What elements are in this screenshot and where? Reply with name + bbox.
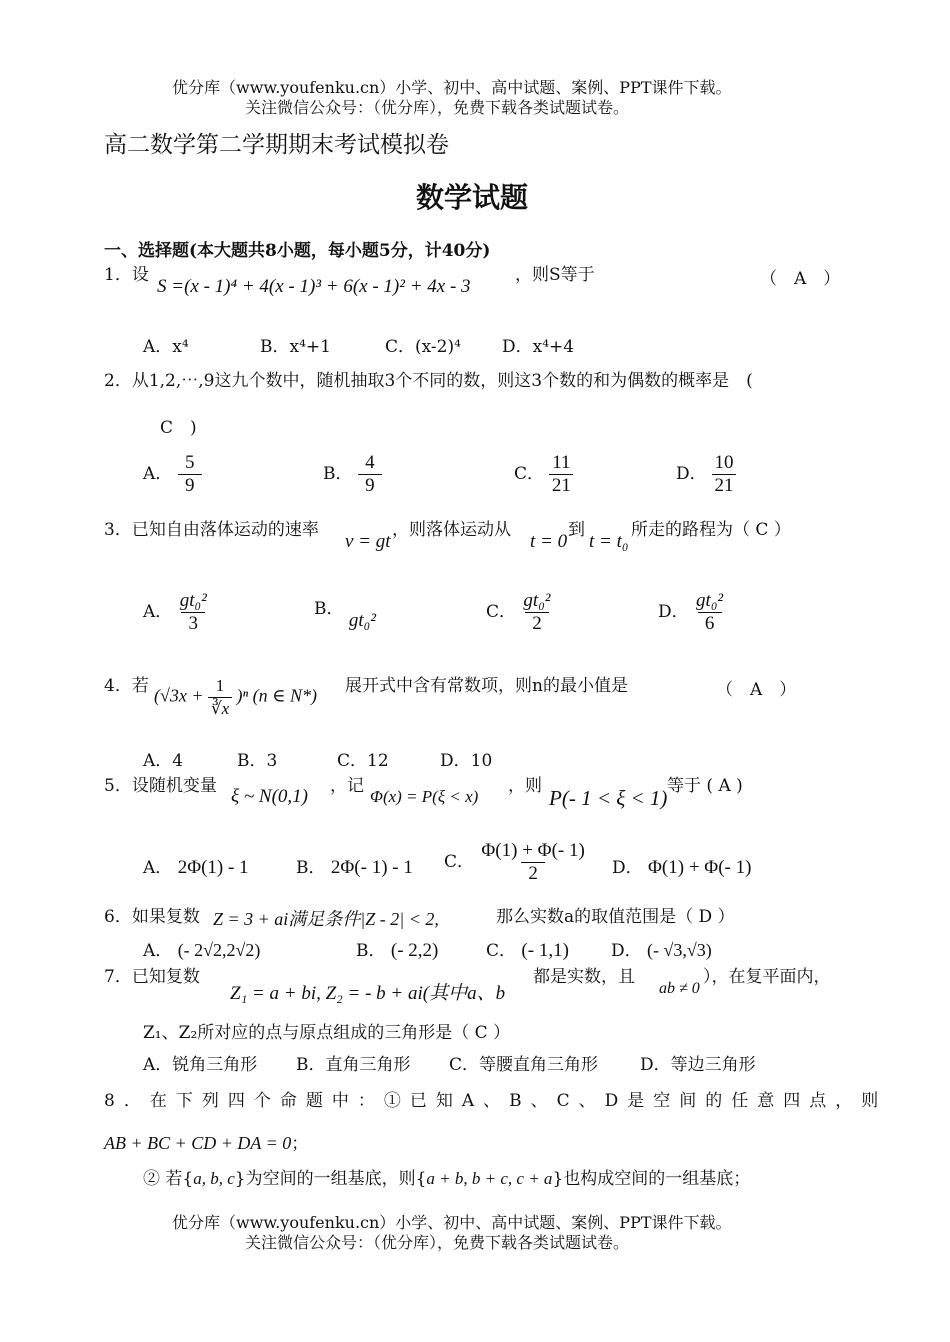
q6-option-b-label: B． [356, 941, 386, 961]
q3-option-b-label: B． [314, 599, 344, 619]
q6-option-b-expr: (- 2,2) [390, 940, 439, 961]
q6-text: 那么实数a的取值范围是（ D ） [496, 907, 735, 927]
q2-option-c-label: C． [514, 464, 545, 484]
q6-option-d-label: D． [611, 941, 642, 961]
q8-line3-a: ② 若{ [143, 1169, 194, 1189]
q7-formula-2: ab ≠ 0 [659, 980, 700, 997]
subject-title: 数学试题 [416, 181, 529, 214]
q3-option-c-den: 2 [525, 612, 549, 635]
q4-text: 展开式中含有常数项，则n的最小值是 [345, 676, 628, 696]
q2-option-d-label: D． [676, 464, 707, 484]
q1-formula: S =(x - 1)⁴ + 4(x - 1)³ + 6(x - 1)² + 4x - 3 [157, 276, 471, 297]
q5-option-b [296, 853, 413, 879]
q5-option-b-label: B． [296, 858, 326, 878]
q8-vector-equation [104, 1133, 308, 1155]
q6-option-a-label: A． [143, 941, 173, 961]
q5-option-c-label: C． [444, 852, 475, 872]
q1-option-d: D．x⁴+4 [502, 337, 575, 357]
q6-option-c-label: C． [486, 941, 517, 961]
q5-option-a-expr: 2Φ(1) - 1 [177, 857, 249, 878]
q5-option-d [612, 853, 751, 879]
q5-option-a-label: A． [143, 858, 173, 878]
q2-option-a-den: 9 [178, 474, 202, 497]
q2-option-c [514, 452, 573, 497]
q6-option-a-expr: (- 2√2,2√2) [177, 940, 261, 960]
q8-semicolon: ； [291, 1134, 309, 1153]
q7-option-a: A．锐角三角形 [143, 1055, 258, 1075]
q3-text-1: ，则落体运动从 [392, 520, 511, 540]
q2-option-a [143, 452, 202, 497]
q1-text: ，则S等于 [515, 265, 595, 285]
q2-option-d-num: 10 [714, 452, 734, 473]
q4-formula-den: ∛x [208, 697, 232, 720]
q3-text-3: 所走的路程为（ C ） [631, 520, 791, 540]
q5-option-c-num: Φ(1) + Φ(- 1) [481, 840, 585, 861]
q4-formula-a: (√3x + [154, 685, 209, 706]
q5-formula-2: Φ(x) = P(ξ < x) [370, 787, 479, 806]
q6-option-b [356, 936, 438, 962]
section-heading: 一、选择题(本大题共8小题，每小题5分，计40分) [104, 241, 491, 261]
q2-option-b-label: B． [323, 464, 353, 484]
q8-line-1: 8．在下列四个命题中：①已知A、B、C、D是空间的任意四点，则 [104, 1091, 888, 1111]
q3-formula-3: t = t₀ [589, 531, 629, 552]
q8-line3-f1: a, b, c [193, 1169, 235, 1188]
q7-line-2: Z₁、Z₂所对应的点与原点组成的三角形是（ C ） [143, 1023, 511, 1043]
footer-line-1: 优分库（www.youfenku.cn）小学、初中、高中试题、案例、PPT课件下载。 [172, 1213, 732, 1232]
q5-option-c [444, 840, 587, 885]
q4-option-b: B．3 [237, 751, 278, 771]
q8-line3-f2: a + b, b + c, c + a [426, 1169, 553, 1188]
q3-text-2: 到 [568, 520, 585, 540]
q2-option-a-num: 5 [184, 452, 195, 473]
q7-formula: Z₁ = a + bi, Z₂ = - b + ai(其中a、b [230, 983, 506, 1004]
q2-option-b [323, 452, 382, 497]
question-1 [104, 264, 149, 286]
q3-option-a-den: 3 [181, 612, 205, 635]
q5-text-2: ，则 [508, 776, 542, 796]
q3-option-c-label: C． [486, 602, 517, 622]
q5-text-1: ，记 [330, 776, 364, 796]
question-2-text: 2．从1,2,⋯,9这九个数中，随机抽取3个不同的数，则这3个数的和为偶数的概率是 ( [104, 371, 753, 391]
q7-option-c: C．等腰直角三角形 [449, 1055, 599, 1075]
q5-formula-3: P(- 1 < ξ < 1) [549, 786, 668, 810]
q3-option-c [486, 590, 553, 635]
q3-option-d-den: 6 [698, 612, 722, 635]
q6-option-d [611, 936, 712, 961]
q3-option-d-label: D． [658, 602, 689, 622]
q3-number: 3．已知自由落体运动的速率 [104, 520, 319, 540]
q8-line3-c: }也构成空间的一组基底； [552, 1169, 751, 1189]
q4-option-d: D．10 [440, 751, 493, 771]
q4-formula [154, 675, 317, 720]
q7-text-1: 都是实数，且 [533, 967, 635, 987]
q6-number: 6．如果复数 [104, 907, 200, 927]
q8-vec-eq: AB + BC + CD + DA = 0 [104, 1133, 292, 1153]
q6-option-c [486, 936, 569, 962]
q5-number: 5．设随机变量 [104, 776, 217, 796]
q1-option-c: C．(x-2)⁴ [385, 337, 461, 357]
q3-option-d [658, 590, 725, 635]
q1-number: 1．设 [104, 265, 149, 285]
q2-option-b-den: 9 [358, 474, 382, 497]
q4-answer: （ A ） [716, 680, 797, 700]
q2-option-d [676, 452, 736, 497]
q4-option-c: C．12 [337, 751, 389, 771]
q5-option-d-expr: Φ(1) + Φ(- 1) [648, 857, 752, 878]
q3-option-a-num: gt₀² [179, 590, 207, 611]
q6-option-d-expr: (- √3,√3) [647, 940, 712, 960]
q2-answer: C ) [160, 418, 197, 438]
header-line-2: 关注微信公众号：（优分库），免费下载各类试题试卷。 [245, 98, 630, 117]
q3-option-c-num: gt₀² [523, 590, 551, 611]
exam-title: 高二数学第二学期期末考试模拟卷 [104, 132, 449, 158]
q5-option-a [143, 853, 249, 879]
q8-line3-b: }为空间的一组基底，则{ [234, 1169, 427, 1189]
q4-formula-num: 1 [215, 676, 225, 695]
q3-option-a-label: A． [143, 602, 173, 622]
q7-text-2: ），在复平面内， [703, 967, 831, 987]
q1-option-a: A．x⁴ [143, 337, 189, 357]
q3-option-a [143, 590, 209, 635]
q5-option-d-label: D． [612, 858, 643, 878]
q2-option-c-den: 21 [549, 474, 573, 497]
q7-option-b: B．直角三角形 [296, 1055, 411, 1075]
q2-option-c-num: 11 [552, 452, 571, 473]
q1-option-b: B．x⁴+1 [260, 337, 331, 357]
footer-line-2: 关注微信公众号：（优分库），免费下载各类试题试卷。 [245, 1233, 630, 1252]
q2-option-d-den: 21 [712, 474, 736, 497]
q3-formula-2: t = 0 [530, 531, 568, 552]
q4-number: 4．若 [104, 676, 149, 696]
q5-text-3: 等于 ( A ) [667, 776, 743, 796]
q3-option-b [314, 594, 376, 631]
q6-formula: Z = 3 + ai满足条件|Z - 2| < 2, [213, 909, 439, 929]
q3-formula-1: v = gt [345, 531, 391, 552]
q4-formula-b: )ⁿ (n ∈ N*) [236, 685, 317, 706]
q8-line-3 [143, 1168, 750, 1190]
q5-option-c-den: 2 [521, 862, 545, 885]
q5-formula-1: ξ ~ N(0,1) [231, 786, 308, 807]
q4-option-a: A．4 [143, 751, 184, 771]
q5-option-b-expr: 2Φ(- 1) - 1 [330, 857, 413, 878]
q2-option-b-num: 4 [365, 452, 375, 473]
q7-number: 7．已知复数 [104, 967, 200, 987]
header-line-1: 优分库（www.youfenku.cn）小学、初中、高中试题、案例、PPT课件下载。 [172, 78, 732, 97]
q6-option-c-expr: (- 1,1) [521, 940, 569, 961]
q7-option-d: D．等边三角形 [640, 1055, 756, 1075]
q2-option-a-label: A． [143, 464, 173, 484]
q3-option-d-num: gt₀² [696, 590, 724, 611]
q6-option-a [143, 936, 260, 961]
q3-option-b-expr: gt₀² [348, 610, 376, 631]
q1-answer: （ A ） [760, 269, 841, 289]
